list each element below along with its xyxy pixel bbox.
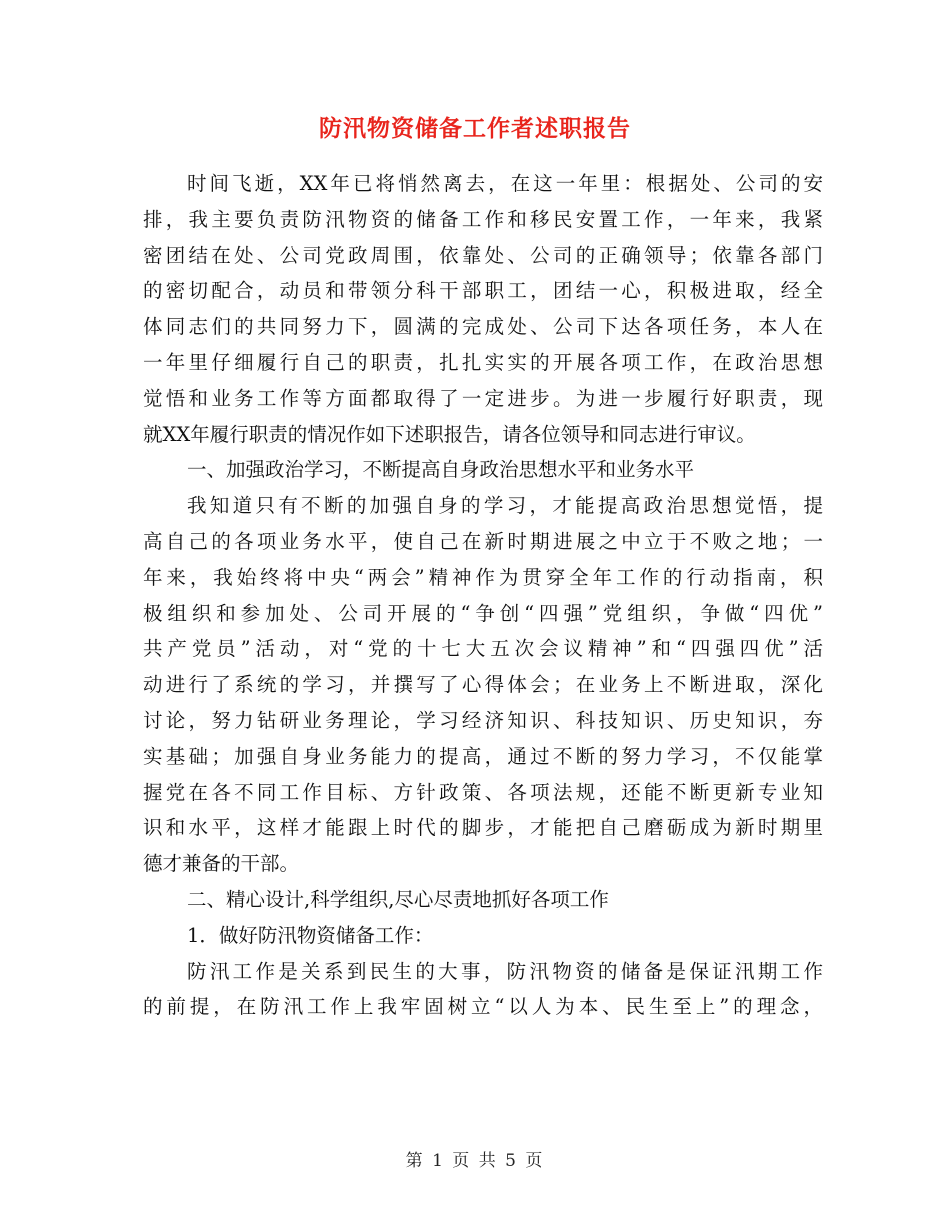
body-line: 德才兼备的干部。 <box>143 852 300 876</box>
section-heading: 二、精心设计,科学组织,尽心尽责地抓好各项工作 <box>187 887 609 911</box>
subsection-heading: 1．做好防汛物资储备工作： <box>187 923 434 947</box>
body-line: 的前提，在防汛工作上我牢固树立“以人为本、民生至上”的理念， <box>143 995 823 1019</box>
body-line: 体同志们的共同努力下，圆满的完成处、公司下达各项任务，本人在 <box>143 315 823 339</box>
body-line: 防汛工作是关系到民生的大事，防汛物资的储备是保证汛期工作 <box>187 959 823 983</box>
body-line: 就XX年履行职责的情况作如下述职报告，请各位领导和同志进行审议。 <box>143 422 756 446</box>
body-line: 共产党员”活动，对“党的十七大五次会议精神”和“四强四优”活 <box>143 637 823 661</box>
section-heading: 一、加强政治学习，不断提高自身政治思想水平和业务水平 <box>187 458 695 482</box>
body-line: 排，我主要负责防汛物资的储备工作和移民安置工作，一年来，我紧 <box>143 207 823 231</box>
document-title: 防汛物资储备工作者述职报告 <box>319 115 631 142</box>
body-line: 握党在各不同工作目标、方针政策、各项法规，还能不断更新专业知 <box>143 780 823 804</box>
body-line: 实基础；加强自身业务能力的提高，通过不断的努力学习，不仅能掌 <box>143 744 823 768</box>
body-line: 我知道只有不断的加强自身的学习，才能提高政治思想觉悟，提 <box>187 494 823 518</box>
body-line: 一年里仔细履行自己的职责，扎扎实实的开展各项工作，在政治思想 <box>143 350 823 374</box>
body-line: 年来，我始终将中央“两会”精神作为贯穿全年工作的行动指南，积 <box>143 565 823 589</box>
body-line: 时间飞逝，XX年已将悄然离去，在这一年里：根据处、公司的安 <box>187 172 823 195</box>
body-line: 的密切配合，动员和带领分科干部职工，团结一心，积极进取，经全 <box>143 279 823 303</box>
page-footer: 第 1 页 共 5 页 <box>405 1151 545 1171</box>
body-line: 觉悟和业务工作等方面都取得了一定进步。为进一步履行好职责，现 <box>143 386 823 410</box>
body-line: 密团结在处、公司党政周围，依靠处、公司的正确领导；依靠各部门 <box>143 243 823 267</box>
body-line: 动进行了系统的学习，并撰写了心得体会；在业务上不断进取，深化 <box>143 673 823 697</box>
body-line: 高自己的各项业务水平，使自己在新时期进展之中立于不败之地；一 <box>143 529 823 553</box>
body-line: 讨论，努力钻研业务理论，学习经济知识、科技知识、历史知识，夯 <box>143 708 823 732</box>
document-body <box>143 166 823 1025</box>
body-line: 极组织和参加处、公司开展的“争创“四强”党组织，争做“四优” <box>143 601 823 625</box>
body-line: 识和水平，这样才能跟上时代的脚步，才能把自己磨砺成为新时期里 <box>143 816 823 840</box>
